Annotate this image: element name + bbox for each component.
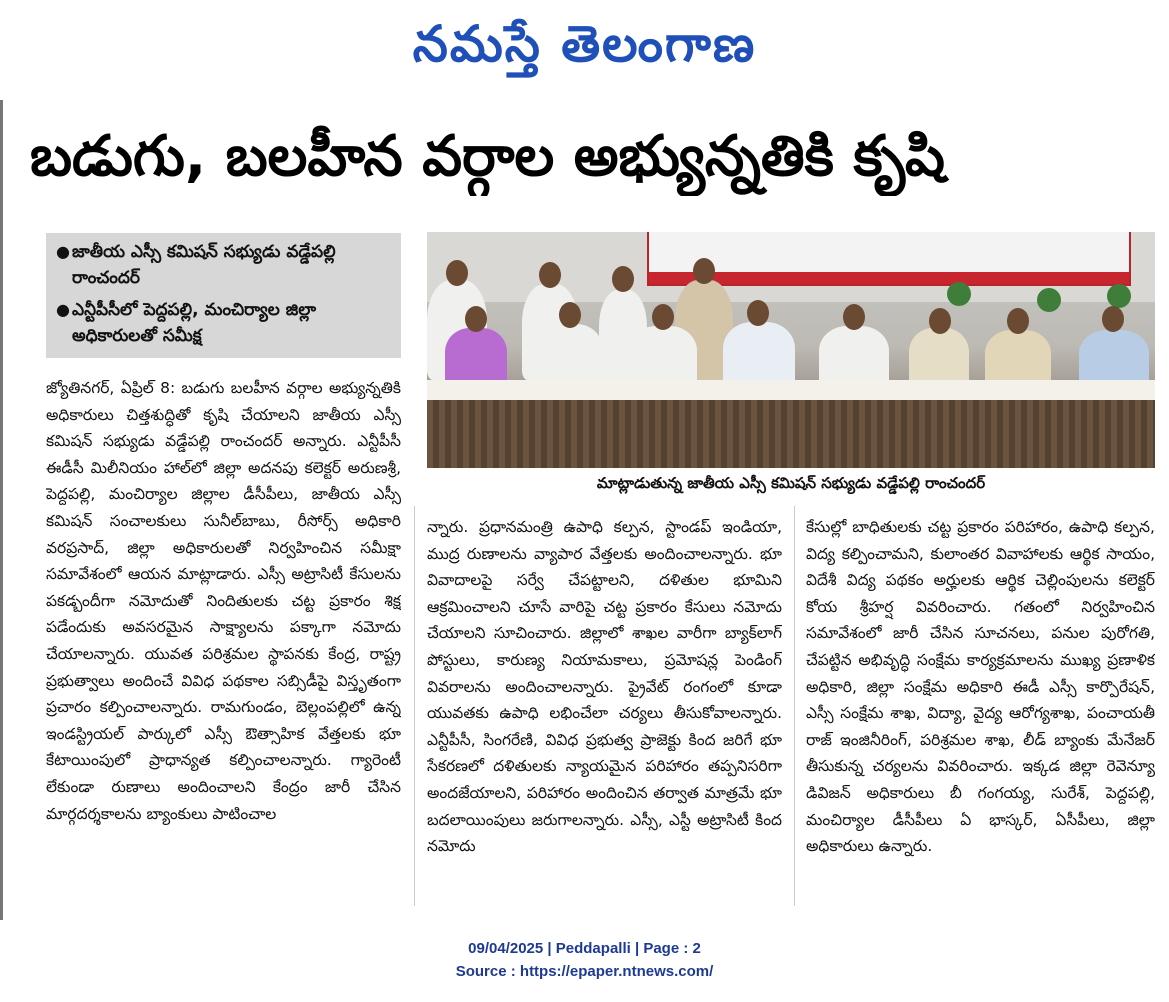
photo-person [629, 326, 697, 388]
column-divider [414, 506, 415, 906]
photo-person-head [559, 302, 581, 328]
footer-source: Source : https://epaper.ntnews.com/ [455, 963, 714, 980]
photo-plant [947, 282, 971, 306]
photo-person-head [693, 258, 715, 284]
photo-person-head [652, 304, 674, 330]
photo-table-skirt [427, 400, 1155, 468]
photo-person [909, 328, 969, 388]
highlight-text: ఎన్టీపీసీలో పెద్దపల్లి, మంచిర్యాల జిల్లా అధికారులతో సమీక్ష [72, 300, 317, 346]
photo-person-head [446, 260, 468, 286]
highlights-box [46, 233, 401, 358]
photo-person-head [612, 266, 634, 292]
news-photo [427, 232, 1155, 468]
photo-person [723, 322, 795, 388]
photo-plant [1107, 284, 1131, 308]
footer-date-edition: 09/04/2025 | Peddapalli | Page : 2 [468, 940, 701, 957]
photo-person [819, 326, 889, 388]
article-column-2: న్నారు. ప్రధానమంత్రి ఉపాధి కల్పన, స్టాండప్ ఇండియా, ముద్ర రుణాలను వ్యాపార వేత్తలకు అందించాలన్నారు. భూ వివాదాలపై సర్వే చేపట్టాలని, దళితుల భూమిని ఆక్రమించాలని చూసే వారిపై చట్ట ప్రకారం కేసులు నమోదు చేయాలని సూచించారు. జిల్లాలో శాఖల వారీగా బ్యాక్‌లాగ్ పోస్టులు, కారుణ్య నియామకాలు, ప్రమోషన్ల పెండింగ్ వివరాలను అందించాలన్నారు. ప్రైవేట్ రంగంలో కూడా యువతకు ఉపాధి లభించేలా చర్యలు తీసుకోవాలన్నారు. ఎన్టీపీసీ, సింగరేణి, వివిధ ప్రభుత్వ ప్రాజెక్టు కింద జరిగే భూ సేకరణలో దళితులకు న్యాయమైన పరిహారం తప్పనిసరిగా అందజేయాలని, పరిహారం అందించిన తర్వాత మాత్రమే భూ బదలాయింపులు జరుగాలన్నారు. ఎస్సీ, ఎస్టీ అట్రాసిటీ కింద నమోదు [427, 518, 782, 856]
photo-banner [647, 232, 1131, 286]
highlight-item [56, 239, 391, 291]
photo-person-head [465, 306, 487, 332]
photo-table [427, 380, 1155, 400]
bullet-icon: ● [56, 242, 70, 261]
photo-person [445, 328, 507, 388]
photo-plant [1037, 288, 1061, 312]
page-edge-rule [0, 100, 3, 920]
highlight-item [56, 297, 391, 349]
article-column-1: జ్యోతినగర్, ఏప్రిల్ 8: బడుగు బలహీన వర్గాల అభ్యున్నతికి అధికారులు చిత్తశుద్ధితో కృషి చేయాలని జాతీయ ఎస్సీ కమిషన్ సభ్యుడు వడ్డేపల్లి రాంచందర్ అన్నారు. ఎన్టీపీసీ ఈడీసీ మిలీనియం హాల్‌లో జిల్లా అదనపు కలెక్టర్ అరుణశ్రీ, పెద్దపల్లి, మంచిర్యాల జిల్లాల డీసీపీలు, జాతీయ ఎస్సీ కమిషన్ సంచాలకులు సునీల్‌బాబు, రీసోర్స్ అధికారి వరప్రసాద్, జిల్లా అధికారులతో నిర్వహించిన సమీక్షా సమావేశంలో ఆయన మాట్లాడారు. ఎస్సీ అట్రాసిటీ కేసులను పకడ్బందీగా నమోదుతో నిందితులకు చట్ట ప్రకారం శిక్ష పడేందుకు అవసరమైన సాక్ష్యాలను పక్కాగా నమోదు చేయాలన్నారు. యువత పరిశ్రమల స్థాపనకు కేంద్ర, రాష్ట్ర ప్రభుత్వాలు అందించే వివిధ పథకాల సబ్సిడీపై విస్తృతంగా ప్రచారం కల్పించాలన్నారు. రామగుండం, బెల్లంపల్లిలో ఉన్న ఇండస్ట్రియల్ పార్కులో ఎస్సీ ఔత్సాహిక వేత్తలకు భూ కేటాయింపులో ప్రాధాన్యత కల్పించాలన్నారు. గ్యారెంటీ లేకుండా రుణాలు అందించాలని కేంద్రం జారీ చేసిన మార్గదర్శకాలను బ్యాంకులు పాటించాల [46, 379, 401, 823]
highlight-text: జాతీయ ఎస్సీ కమిషన్ సభ్యుడు వడ్డేపల్లి రాంచందర్ [72, 242, 336, 288]
article-column-3: కేసుల్లో బాధితులకు చట్ట ప్రకారం పరిహారం, ఉపాధి కల్పన, విద్య కల్పించామని, కులాంతర వివాహాలకు ఆర్థిక సాయం, విదేశీ విద్య పథకం అర్హులకు ఆర్థిక చెల్లింపులను కలెక్టర్ కోయ శ్రీహర్ష వివరించారు. గతంలో నిర్వహించిన సమావేశంలో జారీ చేసిన సూచనలు, పనుల పురోగతి, చేపట్టిన అభివృద్ధి సంక్షేమ కార్యక్రమాలను ముఖ్య ప్రణాళిక అధికారి, జిల్లా సంక్షేమ అధికారి ఈడీ ఎస్సీ కార్పొరేషన్, ఎస్సీ సంక్షేమ శాఖ, విద్యా, వైద్య ఆరోగ్యశాఖ, పంచాయతీ రాజ్ ఇంజినీరింగ్, పరిశ్రమల శాఖ, లీడ్ బ్యాంకు మేనేజర్ తీసుకున్న చర్యలను వివరించారు. ఇక్కడ జిల్లా రెవెన్యూ డివిజన్ అధికారులు బీ గంగయ్య, సురేశ్, పెద్దపల్లి, మంచిర్యాల డీసీపీలు ఏ భాస్కర్, ఏసీపీలు, జిల్లా అధికారులు ఉన్నారు. [806, 518, 1155, 856]
photo-banner-strip [649, 272, 1129, 284]
photo-caption: మాట్లాడుతున్న జాతీయ ఎస్సీ కమిషన్ సభ్యుడు వడ్డేపల్లి రాంచందర్ [596, 474, 986, 492]
newspaper-logo: నమస్తే తెలంగాణ [412, 15, 757, 73]
photo-person-head [929, 308, 951, 334]
bullet-icon: ● [56, 300, 70, 319]
column-divider [794, 506, 795, 906]
photo-person-head [1102, 306, 1124, 332]
photo-person-head [539, 262, 561, 288]
photo-person [537, 324, 603, 388]
photo-person-head [1007, 308, 1029, 334]
article-headline: బడుగు, బలహీన వర్గాల అభ్యున్నతికి కృషి [30, 124, 945, 189]
photo-person-head [843, 304, 865, 330]
masthead [0, 8, 1169, 80]
photo-person-head [747, 300, 769, 326]
